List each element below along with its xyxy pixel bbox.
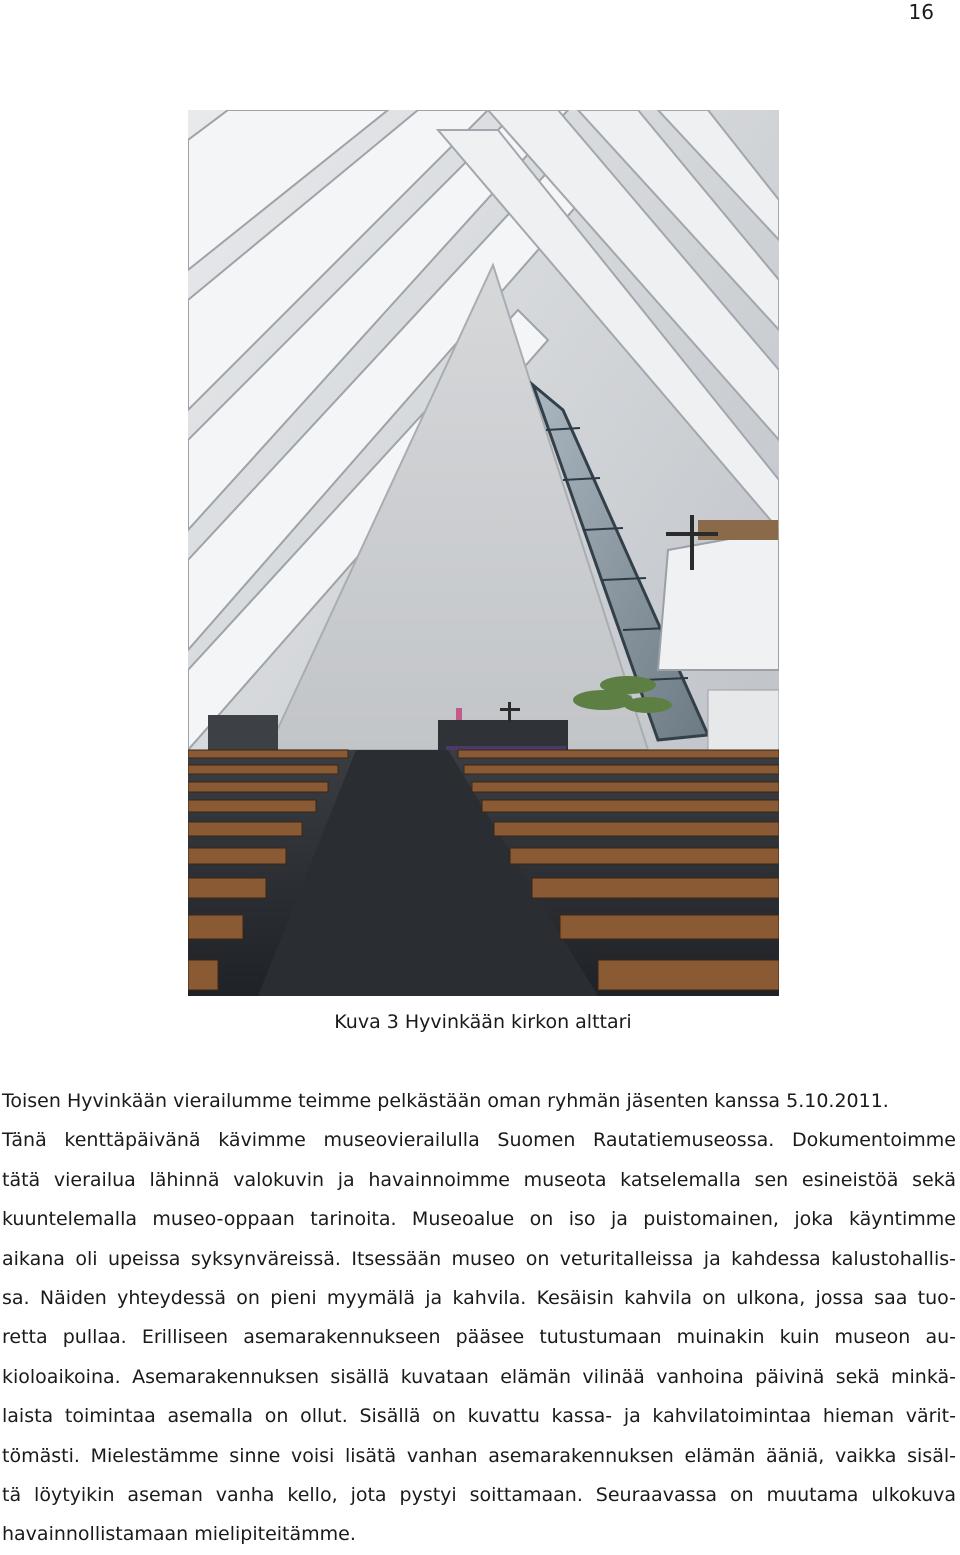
- paragraph-line: sa. Näiden yhteydessä on pieni myymälä ja kahvila. Kesäisin kahvila on ulkona, jossa saa tuo-: [2, 1287, 956, 1310]
- paragraph-line: tömästi. Mielestämme sinne voisi lisätä vanhan asemarakennuksen elämän ääniä, vaikka sisäl-: [2, 1444, 956, 1467]
- paragraph-line: tä löytyikin aseman vanha kello, jota pystyi soittamaan. Seuraavassa on muutama ulkokuva: [2, 1484, 956, 1507]
- paragraph-line: kioloaikoina. Asemarakennuksen sisällä kuvataan elämän vilinää vanhoina päivinä sekä minkä-: [2, 1365, 956, 1388]
- paragraph-line: Tänä kenttäpäivänä kävimme museovierailulla Suomen Rautatiemuseossa. Dokumentoimme: [2, 1129, 956, 1152]
- paragraph-line: laista toimintaa asemalla on ollut. Sisällä on kuvattu kassa- ja kahvilatoimintaa hieman värit-: [2, 1405, 956, 1428]
- paragraph-line: tätä vierailua lähinnä valokuvin ja havainnoimme museota katselemalla sen esineistöä sekä: [2, 1168, 956, 1191]
- paragraph-line: aikana oli upeissa syksynväreissä. Itsessään museo on veturitalleissa ja kahdessa kalustohallis-: [2, 1247, 956, 1270]
- body-paragraph: [2, 1082, 956, 1555]
- paragraph-line: kuuntelemalla museo-oppaan tarinoita. Museoalue on iso ja puistomainen, joka käyntimme: [2, 1208, 956, 1231]
- church-altar-photo: [188, 110, 779, 996]
- paragraph-line: retta pullaa. Erilliseen asemarakennukseen pääsee tutustumaan muinakin kuin museon au-: [2, 1326, 956, 1349]
- page-number: 16: [908, 0, 934, 24]
- paragraph-line: Toisen Hyvinkään vierailumme teimme pelkästään oman ryhmän jäsenten kanssa 5.10.2011.: [2, 1090, 889, 1112]
- paragraph-line: havainnollistamaan mielipiteitämme.: [2, 1523, 356, 1546]
- figure-caption: Kuva 3 Hyvinkään kirkon alttari: [334, 1011, 632, 1033]
